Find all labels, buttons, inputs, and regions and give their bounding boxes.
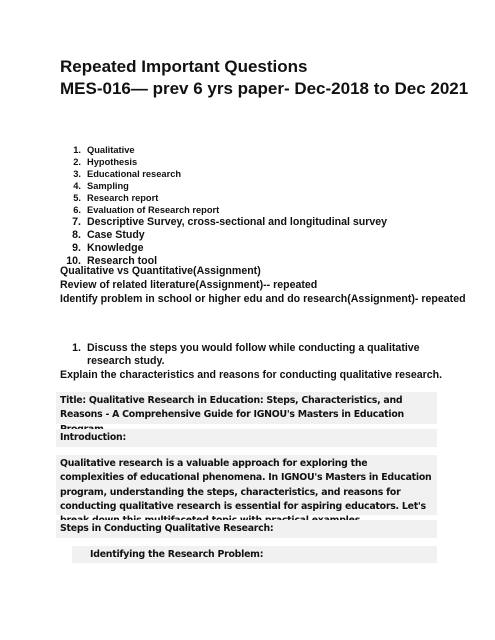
intro-body-block	[56, 455, 437, 515]
assignment-line: Qualitative vs Quantitative(Assignment)	[60, 265, 261, 277]
list-item: 8. Case Study	[72, 229, 145, 241]
assignment-line: Identify problem in school or higher edu and do research(Assignment)- repeated	[60, 293, 466, 305]
document-subtitle: MES-016— prev 6 yrs paper- Dec-2018 to Dec 2021	[60, 79, 469, 98]
step-heading: Identifying the Research Problem:	[90, 549, 264, 560]
answer-title: Title: Qualitative Research in Education: Steps, Characteristics, and Reasons - A Comprehensive Guide for IGNOU's Masters in Education	[60, 395, 404, 421]
list-item: 3. Educational research	[73, 169, 182, 179]
list-item: 10. Research tool	[66, 255, 158, 267]
topic-list	[60, 144, 460, 268]
list-item: 2. Hypothesis	[73, 157, 138, 167]
list-item: 5. Research report	[73, 193, 159, 203]
question-alternate: Explain the characteristics and reasons for conducting qualitative research.	[60, 369, 443, 381]
intro-heading-block	[56, 429, 437, 447]
document-title: Repeated Important Questions	[60, 57, 308, 76]
intro-body: Qualitative research is a valuable approach for exploring the complexities of educational phenomena. In IGNOU's Masters in Education program, understanding the steps, characteristics, and reasons for conducting qualitative research is essential for aspiring educators. Let's	[60, 458, 432, 512]
list-item: 4. Sampling	[73, 181, 129, 191]
question-text: Discuss the steps you would follow while conducting a qualitative research study.	[87, 342, 420, 367]
steps-heading-block	[56, 520, 437, 538]
list-item: 9. Knowledge	[72, 242, 144, 254]
list-item: 1. Qualitative	[73, 145, 135, 155]
assignment-line: Review of related literature(Assignment)-- repeated	[60, 279, 318, 291]
list-item: 6. Evaluation of Research report	[73, 205, 220, 215]
steps-heading: Steps in Conducting Qualitative Research:	[60, 523, 274, 534]
step-heading-block	[72, 546, 437, 563]
list-item: 7. Descriptive Survey, cross-sectional and longitudinal survey	[72, 216, 388, 228]
answer-title-block	[56, 392, 437, 424]
question-item	[60, 342, 440, 368]
intro-heading: Introduction:	[60, 432, 126, 443]
question-number: 1.	[72, 342, 81, 354]
